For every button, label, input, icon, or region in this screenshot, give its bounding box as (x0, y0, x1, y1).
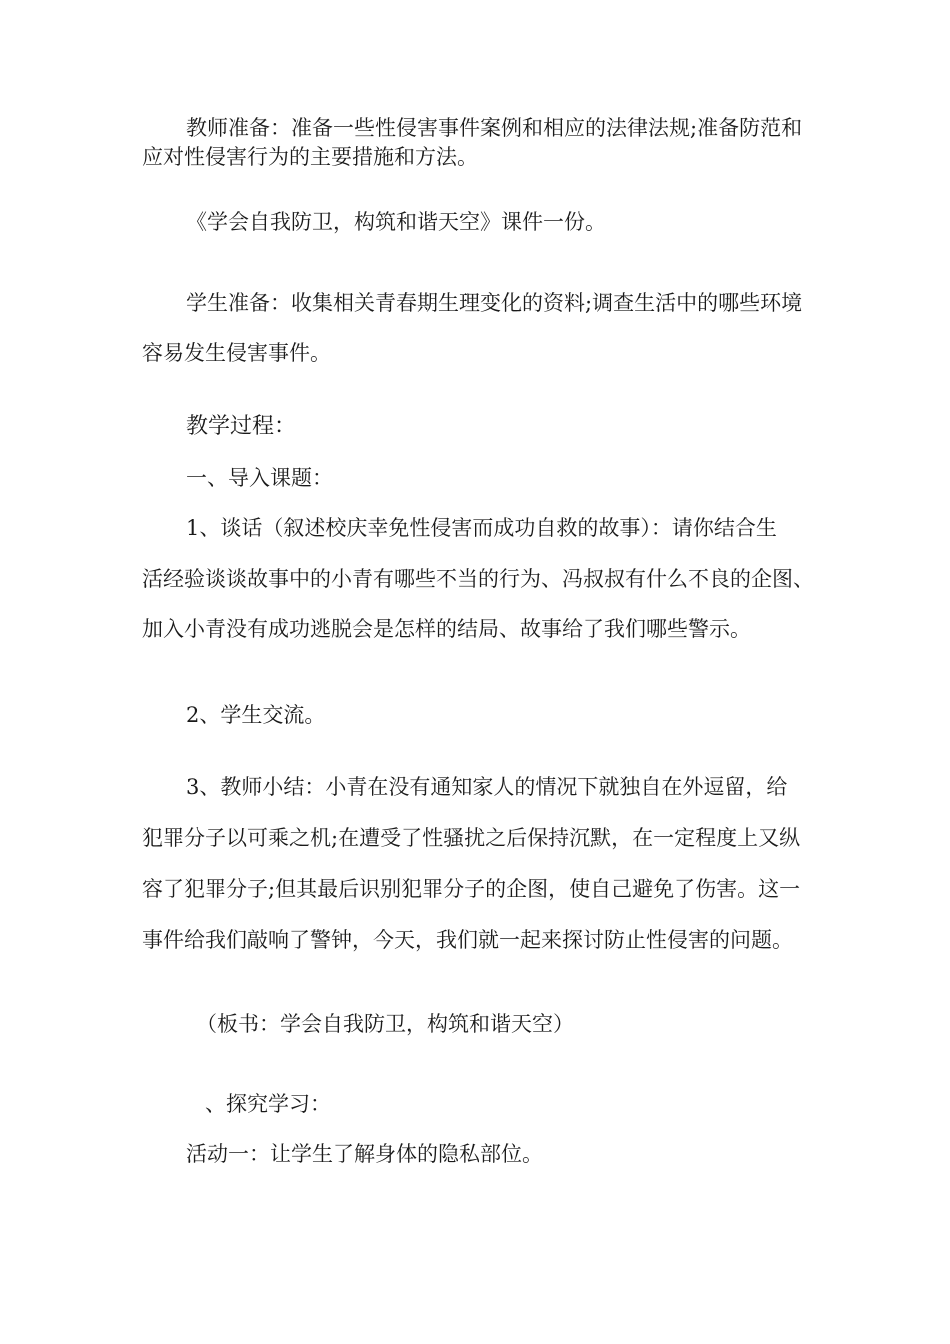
paragraph-teacher-prep-line2: 应对性侵害行为的主要措施和方法。 (142, 145, 478, 169)
heading-teaching-process: 教学过程： (186, 414, 297, 439)
paragraph-board-note: （板书：学会自我防卫，构筑和谐天空） (196, 1012, 574, 1036)
paragraph-summary-line1: 3、教师小结：小青在没有通知家人的情况下就独自在外逗留，给 (186, 775, 788, 799)
paragraph-summary-line2: 犯罪分子以可乘之机;在遭受了性骚扰之后保持沉默，在一定程度上又纵 (142, 826, 801, 850)
paragraph-courseware: 《学会自我防卫，构筑和谐天空》课件一份。 (186, 210, 606, 234)
paragraph-student-prep-line1: 学生准备：收集相关青春期生理变化的资料;调查生活中的哪些环境 (186, 291, 803, 315)
paragraph-summary-line4: 事件给我们敲响了警钟，今天，我们就一起来探讨防止性侵害的问题。 (142, 928, 793, 952)
paragraph-talk-line2: 活经验谈谈故事中的小青有哪些不当的行为、冯叔叔有什么不良的企图、 (142, 567, 814, 591)
paragraph-student-prep-line2: 容易发生侵害事件。 (142, 341, 331, 365)
heading-exploration: 、探究学习： (205, 1092, 331, 1116)
paragraph-talk-line3: 加入小青没有成功逃脱会是怎样的结局、故事给了我们哪些警示。 (142, 617, 751, 641)
paragraph-activity-one: 活动一：让学生了解身体的隐私部位。 (186, 1142, 543, 1166)
paragraph-summary-line3: 容了犯罪分子;但其最后识别犯罪分子的企图，使自己避免了伤害。这一 (142, 877, 801, 901)
paragraph-student-exchange: 2、学生交流。 (186, 703, 326, 727)
paragraph-talk-line1: 1、谈话（叙述校庆幸免性侵害而成功自救的故事）：请你结合生 (186, 516, 777, 540)
paragraph-teacher-prep-line1: 教师准备：准备一些性侵害事件案例和相应的法律法规;准备防范和 (186, 116, 803, 140)
heading-introduction: 一、导入课题： (186, 466, 333, 490)
